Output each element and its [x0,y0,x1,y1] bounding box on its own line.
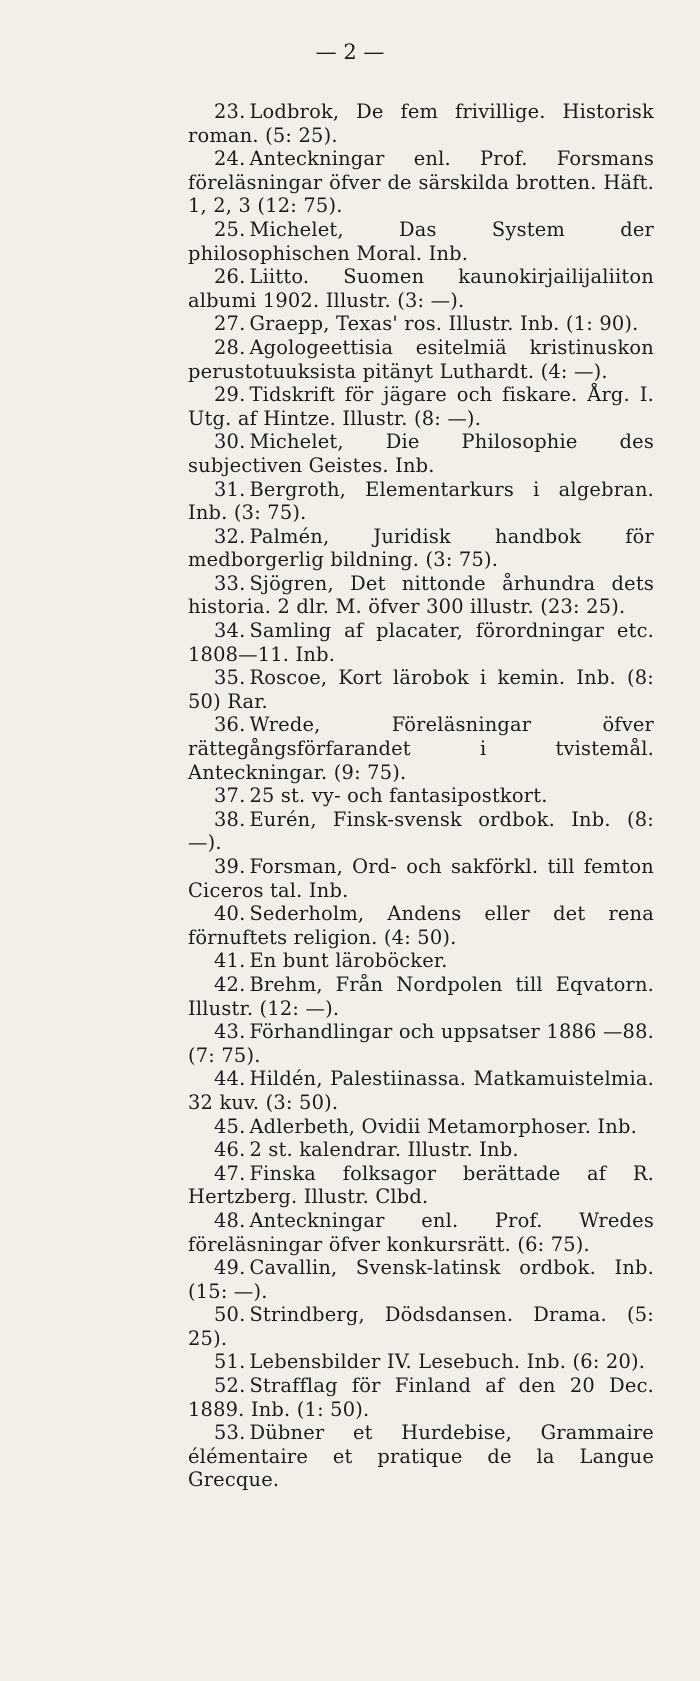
entry-text: Forsman, Ord- och sakförkl. till femton Ciceros tal. Inb. [188,855,654,902]
catalog-entry [188,1209,654,1256]
page-number: — 2 — [315,40,385,64]
entry-number: 38. [214,807,246,831]
entry-text: Michelet, Die Philosophie des subjectiven Geistes. Inb. [188,430,654,477]
entry-number: 41. [214,949,246,973]
entry-text: Sederholm, Andens eller det rena förnuftets religion. (4: 50). [188,902,654,949]
catalog-entry [188,572,654,619]
catalog-entry [188,666,654,713]
entry-text: Cavallin, Svensk-latinsk ordbok. Inb. (15: —). [188,1256,654,1303]
catalog-entry [188,855,654,902]
entry-text: Dübner et Hurdebise, Grammaire élémentaire et pratique de la Langue Grecque. [188,1421,654,1492]
entry-number: 53. [214,1421,246,1445]
catalog-entry [188,1256,654,1303]
entry-text: Sjögren, Det nittonde århundra dets historia. 2 dlr. M. öfver 300 illustr. (23: 25). [188,571,654,619]
entry-text: Lebensbilder IV. Lesebuch. Inb. (6: 20). [249,1350,646,1374]
entry-text: Liitto. Suomen kaunokirjailijaliiton albumi 1902. Illustr. (3: —). [188,265,654,312]
entry-number: 23. [214,100,246,123]
entry-text: En bunt läroböcker. [249,949,448,973]
entry-number: 34. [214,619,246,643]
catalog-entry [188,784,654,808]
catalog-entry [188,1374,654,1421]
catalog-entry [188,147,654,218]
catalog-entry [188,1421,654,1492]
catalog-entry [188,949,654,973]
catalog-entry [188,808,654,855]
entry-text: Lodbrok, De fem frivillige. Historisk roman. (5: 25). [188,100,654,147]
entry-text: Roscoe, Kort lärobok i kemin. Inb. (8: 50) Rar. [188,666,654,713]
entry-text: Finska folksagor berättade af R. Hertzberg. Illustr. Clbd. [188,1161,654,1209]
entry-number: 46. [214,1138,246,1162]
entry-number: 35. [214,666,246,690]
entry-text: Bergroth, Elementarkurs i algebran. Inb. (3: 75). [188,477,654,525]
catalog-entry [188,312,654,336]
entry-number: 30. [214,430,246,454]
entry-number: 39. [214,855,246,878]
catalog-entry [188,973,654,1020]
catalog-entry [188,525,654,572]
entry-number: 27. [214,312,246,336]
entry-text: Samling af placater, förordningar etc. 1808—11. Inb. [188,619,654,666]
entry-text: Michelet, Das System der philosophischen Moral. Inb. [188,217,654,265]
entry-number: 28. [214,335,246,359]
entry-number: 26. [214,265,246,289]
entry-text: Agologeettisia esitelmiä kristinuskon perustotuuksista pitänyt Luthardt. (4: —). [188,335,654,383]
catalog-entry [188,383,654,430]
entry-number: 50. [214,1303,246,1327]
entry-text: Tidskrift för jägare och fiskare. Årg. I. Utg. af Hintze. Illustr. (8: —). [188,383,654,430]
catalog-entry [188,619,654,666]
entry-text: Förhandlingar och uppsatser 1886 —88. (7: 75). [188,1020,654,1067]
entry-number: 49. [214,1256,246,1280]
entry-number: 42. [214,972,246,996]
catalog-entry [188,265,654,312]
entry-text: Anteckningar enl. Prof. Wredes föreläsningar öfver konkursrätt. (6: 75). [188,1208,654,1256]
entry-number: 25. [214,217,246,241]
entry-list [188,100,654,1492]
entry-number: 33. [214,571,246,595]
entry-number: 45. [214,1114,246,1138]
entry-text: Eurén, Finsk-svensk ordbok. Inb. (8: —). [188,807,654,855]
catalog-entry [188,1162,654,1209]
entry-number: 43. [214,1020,246,1044]
catalog-entry [188,430,654,477]
catalog-entry [188,713,654,784]
catalog-entry [188,1350,654,1374]
entry-text: Strafflag för Finland af den 20 Dec. 1889. Inb. (1: 50). [188,1374,654,1421]
entry-number: 47. [214,1161,246,1185]
entry-number: 48. [214,1208,246,1232]
entry-text: Graepp, Texas' ros. Illustr. Inb. (1: 90). [249,312,639,336]
entry-text: 2 st. kalendrar. Illustr. Inb. [249,1138,519,1162]
catalog-entry [188,100,654,147]
entry-number: 24. [214,147,246,171]
entry-number: 37. [214,784,246,808]
entry-number: 44. [214,1067,246,1091]
entry-number: 31. [214,477,246,501]
entry-text: Palmén, Juridisk handbok för medborgerlig bildning. (3: 75). [188,524,654,572]
entry-text: Strindberg, Dödsdansen. Drama. (5: 25). [188,1303,654,1350]
catalog-entry [188,478,654,525]
catalog-entry [188,1303,654,1350]
entry-number: 52. [214,1374,246,1398]
entry-number: 40. [214,902,246,926]
catalog-entry [188,1138,654,1162]
catalog-entry [188,1020,654,1067]
catalog-entry [188,1067,654,1114]
entry-text: Hildén, Palestiinassa. Matkamuistelmia. 32 kuv. (3: 50). [188,1067,654,1114]
entry-number: 51. [214,1350,246,1374]
catalog-entry [188,1115,654,1139]
catalog-entry [188,218,654,265]
entry-text: Wrede, Föreläsningar öfver rättegångsförfarandet i tvistemål. Anteckningar. (9: 75). [188,713,654,784]
entry-text: Adlerbeth, Ovidii Metamorphoser. Inb. [249,1114,637,1138]
catalog-entry [188,336,654,383]
entry-number: 36. [214,713,246,737]
catalog-entry [188,902,654,949]
entry-text: 25 st. vy- och fantasipostkort. [249,784,548,808]
entry-number: 29. [214,383,246,407]
entry-text: Anteckningar enl. Prof. Forsmans föreläsningar öfver de särskilda brotten. Häft. 1, 2, 3 (12: 75). [188,147,654,218]
entry-text: Brehm, Från Nordpolen till Eqvatorn. Illustr. (12: —). [188,972,654,1020]
entry-number: 32. [214,524,246,548]
